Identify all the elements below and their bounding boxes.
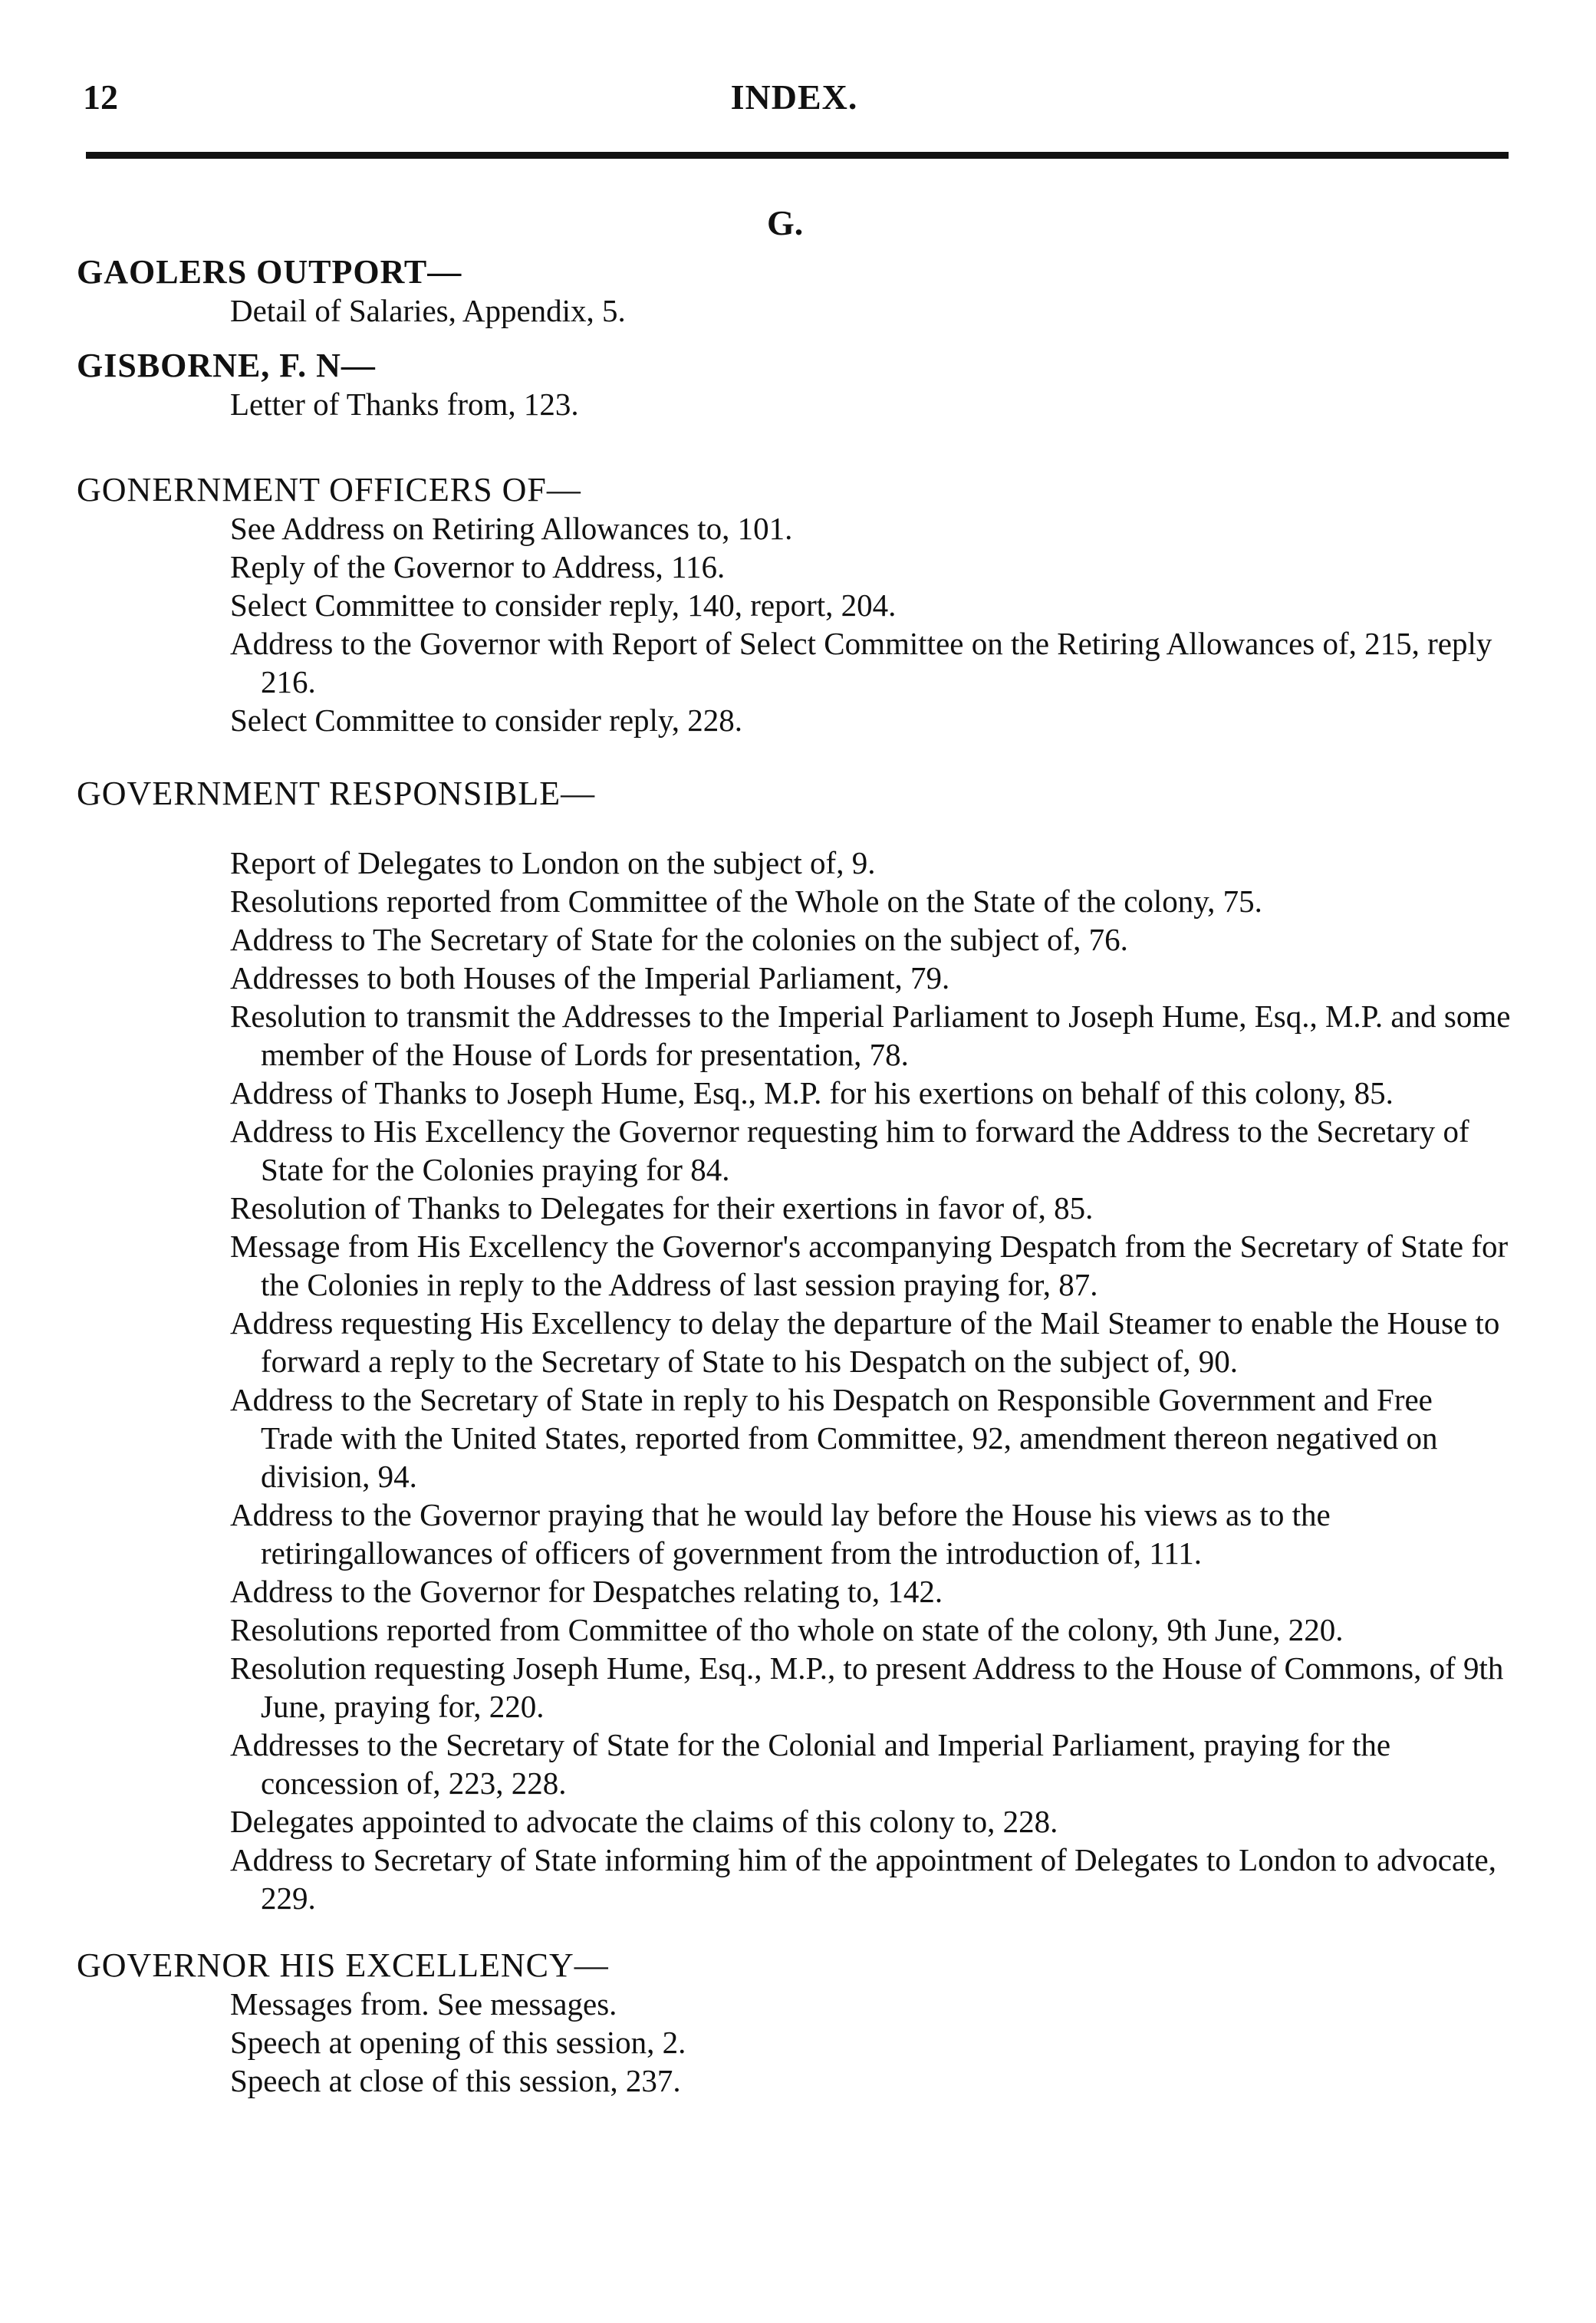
entry-item: Reply of the Governor to Address, 116. <box>230 549 726 584</box>
entry-item: Select Committee to consider reply, 228. <box>230 702 742 738</box>
entry-item: Address to His Excellency the Governor requesting him to forward the Address to the Secretary of State for the Colonies praying for 84. <box>230 1114 1469 1187</box>
section-letter: G. <box>767 203 804 242</box>
index-entry <box>77 253 1511 330</box>
entry-heading: GOVERNMENT RESPONSIBLE— <box>77 775 596 812</box>
running-head-title: INDEX. <box>730 77 858 117</box>
page-number: 12 <box>83 77 118 117</box>
entry-item: Message from His Excellency the Governor's accompanying Despatch from the Secretary of State for the Colonies in reply to the Address of last session praying for, 87. <box>230 1229 1509 1302</box>
index-entry <box>77 347 1511 423</box>
entry-item: Address to the Governor for Despatches relating to, 142. <box>230 1574 943 1609</box>
entry-item: Letter of Thanks from, 123. <box>230 387 579 422</box>
entry-item: Address requesting His Excellency to delay the departure of the Mail Steamer to enable the House to forward a reply to the Secretary of State to his Despatch on the subject of, 90. <box>230 1305 1500 1379</box>
entry-item: Resolution of Thanks to Delegates for their exertions in favor of, 85. <box>230 1190 1094 1226</box>
entry-item: Address to the Secretary of State in reply to his Despatch on Responsible Government and Free Trade with the United States, reported from Committee, 92, amendment thereon negatived on division, 94. <box>230 1382 1438 1494</box>
entry-item: Address of Thanks to Joseph Hume, Esq., M.P. for his exertions on behalf of this colony, 85. <box>230 1075 1394 1110</box>
page-header <box>83 77 1506 123</box>
index-entry <box>77 775 1511 1917</box>
index-entry <box>77 1946 1511 2100</box>
entry-item: Resolutions reported from Committee of the Whole on the State of the colony, 75. <box>230 883 1262 919</box>
entry-item: Resolutions reported from Committee of tho whole on state of the colony, 9th June, 220. <box>230 1612 1344 1647</box>
entry-item: Address to the Governor praying that he would lay before the House his views as to the retiringallowances of officers of government from the introduction of, 111. <box>230 1497 1331 1571</box>
entry-heading: GONERNMENT OFFICERS OF— <box>77 471 581 508</box>
entry-item: Select Committee to consider reply, 140, report, 204. <box>230 587 897 623</box>
entry-heading: GAOLERS OUTPORT— <box>77 253 462 291</box>
entry-item: Address to The Secretary of State for the colonies on the subject of, 76. <box>230 922 1128 957</box>
entry-item: Resolution requesting Joseph Hume, Esq., M.P., to present Address to the House of Commons, of 9th June, praying for, 220. <box>230 1650 1504 1724</box>
entry-item: Resolution to transmit the Addresses to the Imperial Parliament to Joseph Hume, Esq., M.P. and some member of the House of Lords for presentation, 78. <box>230 999 1511 1072</box>
entry-item: Addresses to the Secretary of State for the Colonial and Imperial Parliament, praying for the concession of, 223, 228. <box>230 1727 1391 1801</box>
header-rule <box>86 152 1509 159</box>
entry-item: Speech at opening of this session, 2. <box>230 2025 686 2060</box>
entry-item: Detail of Salaries, Appendix, 5. <box>230 293 626 328</box>
entry-item: Addresses to both Houses of the Imperial Parliament, 79. <box>230 960 950 995</box>
index-entries <box>77 253 1511 2117</box>
entry-item: Report of Delegates to London on the subject of, 9. <box>230 845 876 880</box>
entry-item: Delegates appointed to advocate the claims of this colony to, 228. <box>230 1804 1058 1839</box>
entry-item: Speech at close of this session, 237. <box>230 2063 681 2098</box>
entry-item: Messages from. See messages. <box>230 1986 617 2022</box>
entry-item: Address to Secretary of State informing him of the appointment of Delegates to London to advocate, 229. <box>230 1842 1496 1916</box>
entry-heading: GISBORNE, F. N— <box>77 347 376 384</box>
entry-heading: GOVERNOR HIS EXCELLENCY— <box>77 1946 609 1984</box>
index-entry <box>77 471 1511 739</box>
entry-item: Address to the Governor with Report of Select Committee on the Retiring Allowances of, 215, reply 216. <box>230 626 1492 699</box>
entry-item: See Address on Retiring Allowances to, 101. <box>230 511 793 546</box>
